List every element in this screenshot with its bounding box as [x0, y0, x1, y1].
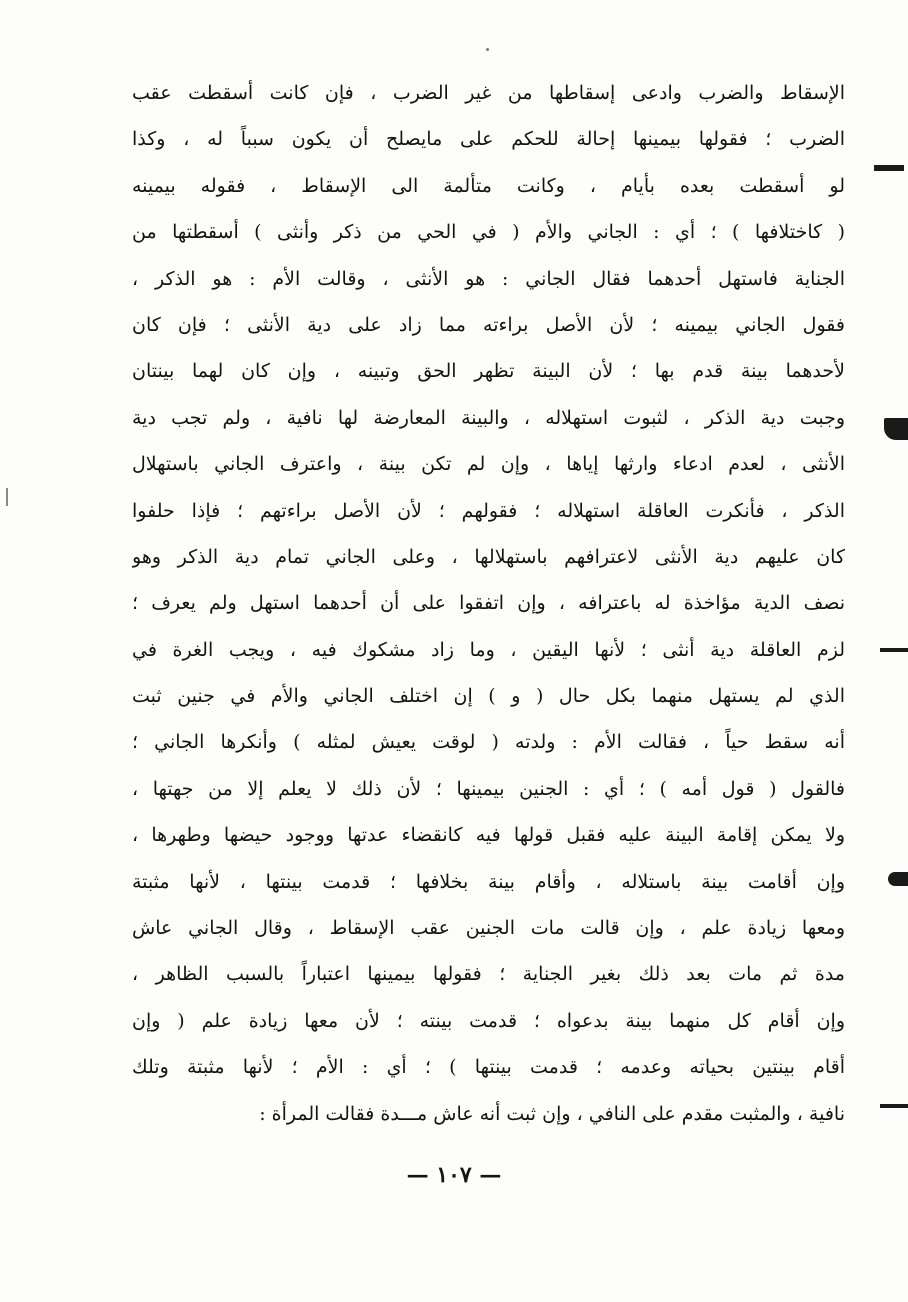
text-line: وإن أقام كل منهما بينة بدعواه ؛ قدمت بينته ؛ لأن معها زيادة علم ( وإن [132, 1009, 845, 1032]
edge-mark [888, 872, 908, 886]
text-line: وجبت دية الذكر ، لثبوت استهلاله ، والبينة المعارضة لها نافية ، ولم تجب دية [132, 406, 845, 429]
edge-mark [880, 648, 908, 652]
text-line: ( كاختلافها ) ؛ أي : الجاني والأم ( في الحي من ذكر وأنثى ) أسقطتها من [132, 221, 845, 244]
text-line: مدة ثم مات بعد ذلك بغير الجناية ؛ فقولها بيمينها اعتباراً بالسبب الظاهر ، [132, 963, 845, 986]
text-line: كان عليهم دية الأنثى لاعترافهم باستهلالها ، وعلى الجاني تمام دية الذكر وهو [132, 545, 845, 568]
text-line: الإسقاط والضرب وادعى إسقاطها من غير الضرب ، فإن كانت أسقطت عقب [132, 82, 845, 104]
text-line: ولا يمكن إقامة البينة عليه فقبل قولها فيه كانقضاء عدتها ووجود حيضها وطهرها ، [132, 824, 845, 847]
text-line: الضرب ؛ فقولها بيمينها إحالة للحكم على مايصلح أن يكون سبباً له ، وكذا [132, 128, 845, 151]
page-number: — ١٠٧ — [406, 1162, 502, 1188]
edge-mark [884, 418, 908, 440]
text-line: أقام بينتين بحياته وعدمه ؛ قدمت بينتها ) ؛ أي : الأم ؛ لأنها مثبتة وتلك [132, 1056, 845, 1079]
text-line: نصف الدية مؤاخذة له باعترافه ، وإن اتفقوا على أن أحدهما استهل ولم يعرف ؛ [132, 592, 845, 615]
text-line: فالقول ( قول أمه ) ؛ أي : الجنين بيمينها ؛ لأن ذلك لا يعلم إلا من جهتها ، [132, 777, 845, 800]
body-text [132, 70, 845, 1137]
text-line: لأحدهما بينة قدم بها ؛ لأن البينة تظهر الحق وتبينه ، وإن كان لهما بينتان [132, 360, 845, 383]
text-line: ومعها زيادة علم ، وإن قالت مات الجنين عقب الإسقاط ، وقال الجاني عاش [132, 917, 845, 940]
text-line: أنه سقط حياً ، فقالت الأم : ولدته ( لوقت يعيش لمثله ) وأنكرها الجاني ؛ [132, 731, 845, 754]
text-line: وإن أقامت بينة باستلاله ، وأقام بينة بخلافها ؛ قدمت بينتها ، لأنها مثبتة [132, 870, 845, 893]
edge-mark [6, 488, 8, 506]
text-line: نافية ، والمثبت مقدم على النافي ، وإن ثبت أنه عاش مـــدة فقالت المرأة : [259, 1102, 845, 1125]
text-line: لو أسقطت بعده بأيام ، وكانت متألمة الى الإسقاط ، فقوله بيمينه [132, 174, 845, 197]
scan-speck [486, 48, 489, 51]
text-line: الذكر ، فأنكرت العاقلة استهلاله ؛ فقولهم ؛ لأن الأصل براءتهم ؛ فإذا حلفوا [132, 499, 845, 522]
text-line: لزم العاقلة دية أنثى ؛ لأنها اليقين ، وما زاد مشكوك فيه ، ويجب الغرة في [132, 638, 845, 661]
text-line: فقول الجاني بيمينه ؛ لأن الأصل براءته مما زاد على دية الأنثى ؛ فإن كان [132, 313, 845, 336]
edge-mark [874, 165, 904, 171]
edge-mark [880, 1104, 908, 1108]
text-line: الذي لم يستهل منهما بكل حال ( و ) إن اختلف الجاني والأم في جنين ثبت [132, 685, 845, 708]
text-line: الأنثى ، لعدم ادعاء وارثها إياها ، وإن لم تكن بينة ، واعترف الجاني باستهلال [132, 453, 845, 476]
text-line: الجناية فاستهل أحدهما فقال الجاني : هو الأنثى ، وقالت الأم : هو الذكر ، [132, 267, 845, 290]
